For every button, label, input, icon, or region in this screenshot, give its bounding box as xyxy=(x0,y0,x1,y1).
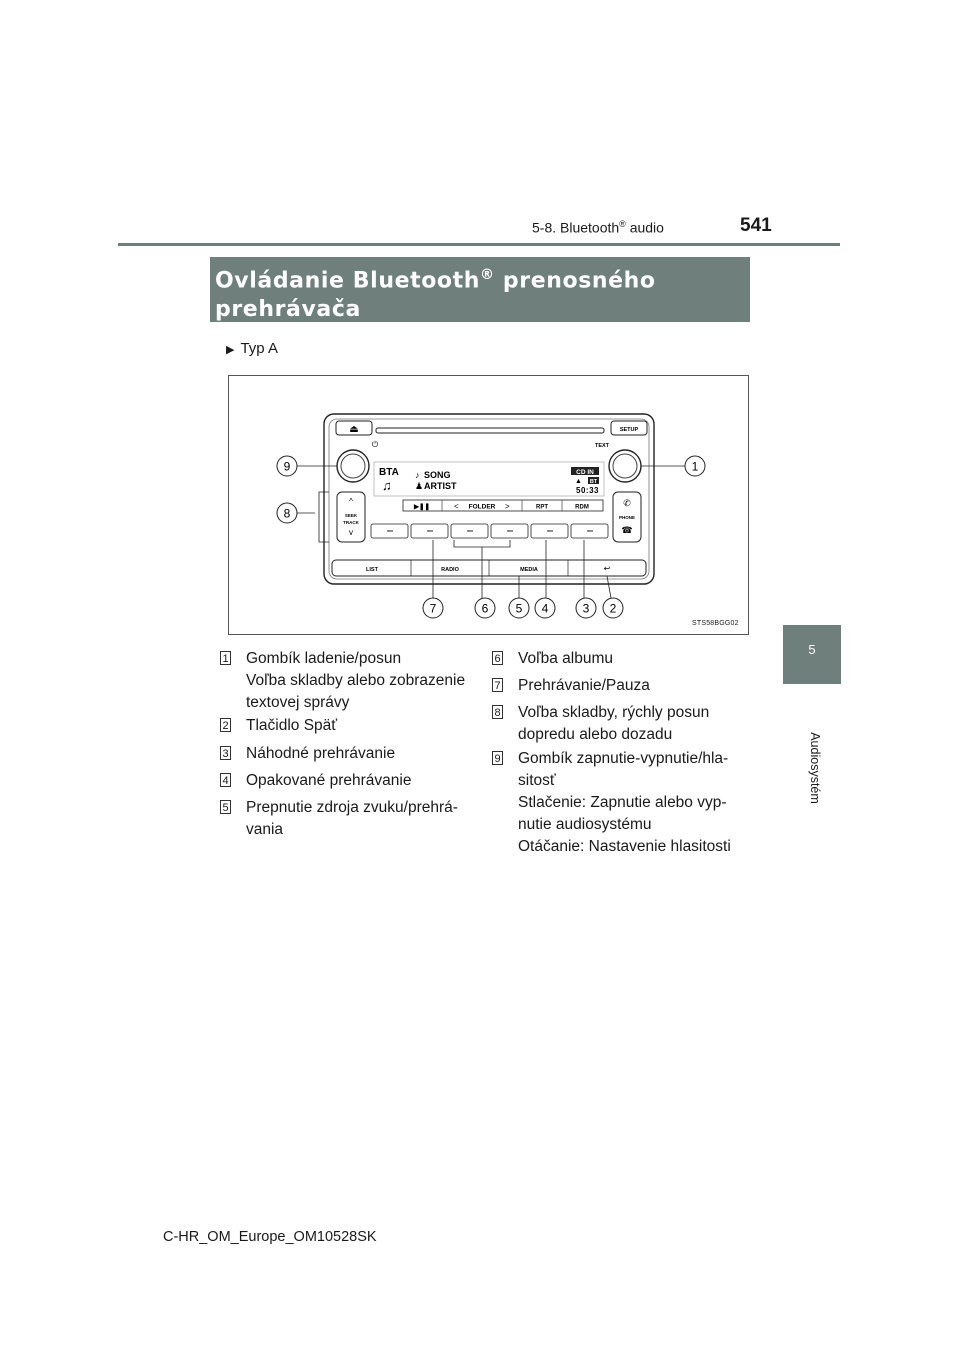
legend-line: Prehrávanie/Pauza xyxy=(518,677,650,694)
legend-line: Opakované prehrávanie xyxy=(246,772,412,789)
legend-number: 2 xyxy=(220,718,231,732)
callout-8: 8 xyxy=(283,506,291,521)
rpt-label: RPT xyxy=(536,504,548,511)
signal-icon: ▲ xyxy=(575,478,582,485)
title-text-2: prenosného xyxy=(494,268,656,294)
legend-number: 7 xyxy=(492,678,503,692)
legend-number: 9 xyxy=(492,751,503,765)
legend-line: Náhodné prehrávanie xyxy=(246,745,396,762)
callout-9: 9 xyxy=(283,459,291,474)
chevron-right-icon: > xyxy=(505,502,510,511)
cd-in-label: CD IN xyxy=(576,469,594,476)
callout-4: 4 xyxy=(541,601,549,616)
cd-slot xyxy=(376,428,604,433)
legend-number: 3 xyxy=(220,746,231,760)
volume-knob xyxy=(337,450,369,482)
radio-label: RADIO xyxy=(441,567,459,573)
section-title xyxy=(210,257,750,322)
callout-5: 5 xyxy=(515,601,523,616)
phone-pickup-icon: ✆ xyxy=(623,498,631,508)
text-label: TEXT xyxy=(594,443,610,449)
eject-icon: ⏏ xyxy=(349,424,359,435)
song-note-icon: ♪ xyxy=(415,470,420,480)
bt-label: BT xyxy=(589,479,598,485)
legend-line: Voľba skladby alebo zobrazenie xyxy=(246,672,466,689)
legend-text xyxy=(246,743,395,765)
legend-line: nutie audiosystému xyxy=(518,816,652,833)
page-number: 541 xyxy=(740,215,772,236)
legend-line: Otáčanie: Nastavenie hlasitosti xyxy=(518,838,731,855)
legend-line: Tlačidlo Späť xyxy=(246,717,338,734)
legend-line: Voľba albumu xyxy=(518,650,614,667)
legend-line: textovej správy xyxy=(246,694,350,711)
legend-text xyxy=(246,770,411,792)
display-artist: ARTIST xyxy=(424,481,457,491)
legend-text xyxy=(518,675,650,697)
legend-number: 1 xyxy=(220,651,231,665)
play-pause-label: ▶❚❚ xyxy=(414,503,430,511)
figure-code: STS58BGG02 xyxy=(692,620,739,627)
section-header xyxy=(532,219,664,236)
legend-line: Voľba skladby, rýchly posun xyxy=(518,704,710,721)
display-source: BTA xyxy=(379,467,399,478)
display-screen xyxy=(374,462,604,496)
legend-text xyxy=(246,797,458,841)
legend-text xyxy=(518,748,731,858)
legend-line: dopredu alebo dozadu xyxy=(518,726,673,743)
chapter-label: Audiosystém xyxy=(808,732,822,804)
callout-3: 3 xyxy=(582,601,590,616)
legend-text xyxy=(246,715,337,737)
back-icon: ↩ xyxy=(603,564,611,573)
type-label xyxy=(226,340,278,357)
legend-number: 4 xyxy=(220,773,231,787)
music-note-icon: ♫ xyxy=(382,478,392,493)
audio-unit-figure xyxy=(228,375,749,635)
seek-label: SEEK xyxy=(344,513,358,518)
tune-knob xyxy=(609,450,641,482)
folder-label: FOLDER xyxy=(468,503,496,511)
media-label: MEDIA xyxy=(520,567,538,573)
legend-line: Gombík zapnutie-vypnutie/hla- xyxy=(518,750,729,767)
triangle-bullet-icon: ▶ xyxy=(226,344,235,356)
section-header-suffix: audio xyxy=(625,219,664,236)
setup-label: SETUP xyxy=(619,427,639,433)
chapter-tab xyxy=(783,625,841,684)
chevron-down-icon: v xyxy=(349,528,353,537)
legend-line: sitosť xyxy=(518,772,556,789)
legend-line: Prepnutie zdroja zvuku/prehrá- xyxy=(246,799,458,816)
legend-text xyxy=(518,648,613,670)
track-label: TRACK xyxy=(343,520,359,525)
header-divider xyxy=(118,243,840,246)
type-label-text: Typ A xyxy=(240,340,278,357)
chevron-up-icon: ^ xyxy=(349,497,353,506)
legend-number: 5 xyxy=(220,800,231,814)
chevron-left-icon: < xyxy=(454,502,459,511)
callout-2: 2 xyxy=(609,601,617,616)
title-line-2: prehrávača xyxy=(215,297,361,323)
artist-icon: ♟ xyxy=(415,481,424,491)
function-label-bar xyxy=(403,500,603,511)
title-registered-mark: ® xyxy=(480,267,495,283)
legend-text xyxy=(246,648,465,714)
document-footer: C-HR_OM_Europe_OM10528SK xyxy=(163,1229,377,1245)
rdm-label: RDM xyxy=(575,504,589,511)
legend-number: 6 xyxy=(492,651,503,665)
chapter-number: 5 xyxy=(808,642,816,657)
callout-6: 6 xyxy=(481,601,489,616)
phone-label: PHONE xyxy=(618,515,636,520)
legend-line: Gombík ladenie/posun xyxy=(246,650,402,667)
legend-line: vania xyxy=(246,821,284,838)
section-header-text: 5-8. Bluetooth xyxy=(532,219,620,236)
power-icon: ⏻ xyxy=(371,440,379,449)
display-song: SONG xyxy=(424,470,451,480)
audio-unit-illustration xyxy=(229,376,748,634)
list-label: LIST xyxy=(366,567,378,573)
phone-hangup-icon: ☎ xyxy=(621,525,633,535)
registered-mark: ® xyxy=(619,219,626,229)
callout-1: 1 xyxy=(691,459,699,474)
legend-text xyxy=(518,702,709,746)
display-time: 50:33 xyxy=(576,486,599,495)
title-text: Ovládanie Bluetooth xyxy=(215,268,481,294)
legend-number: 8 xyxy=(492,705,503,719)
legend-line: Stlačenie: Zapnutie alebo vyp- xyxy=(518,794,727,811)
callout-7: 7 xyxy=(429,601,437,616)
